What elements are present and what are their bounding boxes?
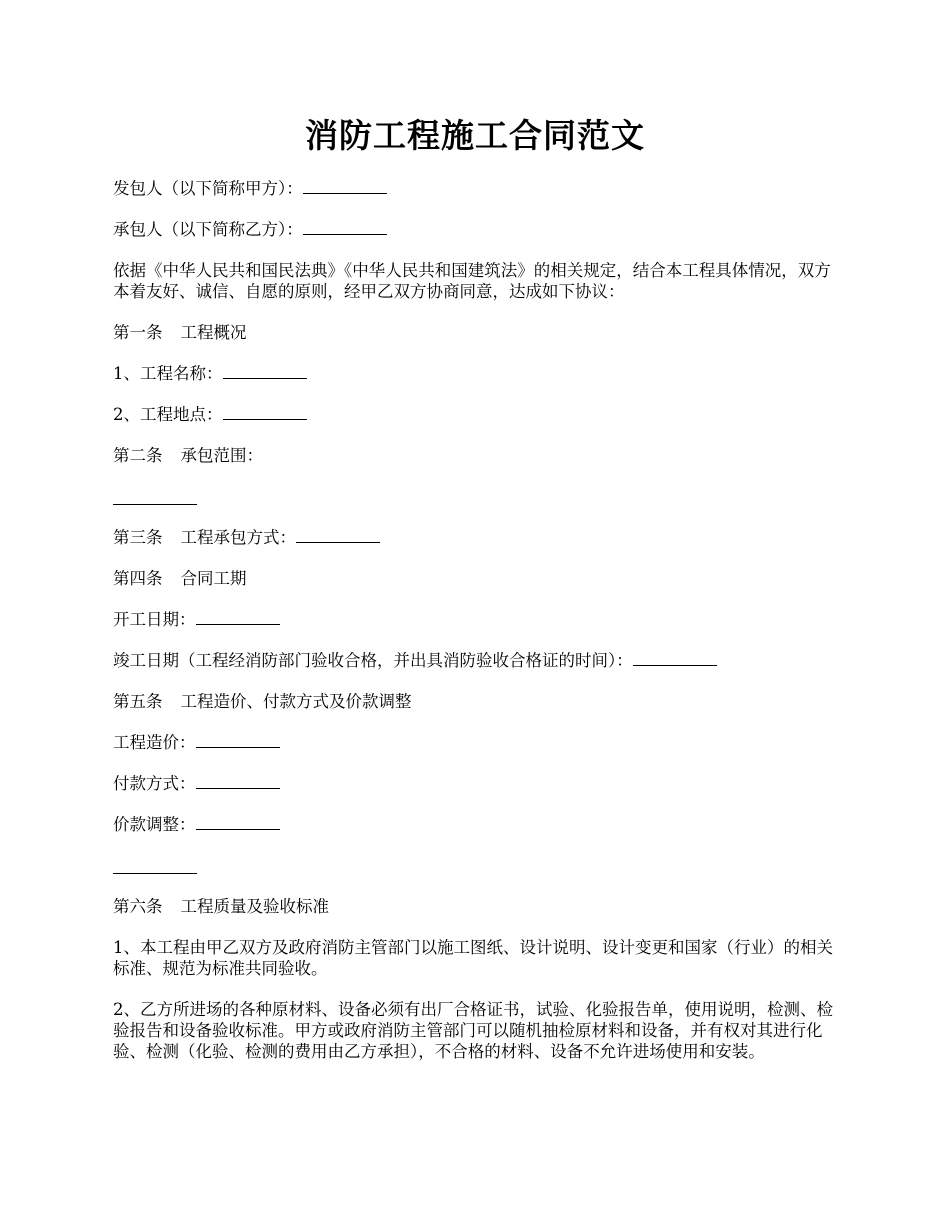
article-4-title: 合同工期 — [180, 569, 247, 588]
article-1-number: 第一条 — [113, 323, 163, 342]
project-cost-line — [113, 732, 843, 753]
clause-6-1: 1、本工程由甲乙双方及政府消防主管部门以施工图纸、设计说明、设计变更和国家（行业）的相关标准、规范为标准共同验收。 — [113, 938, 833, 978]
contract-method-blank — [296, 528, 380, 543]
article-6-heading — [113, 896, 843, 917]
price-adjustment-blank — [196, 815, 280, 830]
extra-blank — [113, 859, 197, 874]
completion-date-label: 竣工日期（工程经消防部门验收合格，并出具消防验收合格证的时间）： — [113, 651, 633, 670]
party-b-blank — [303, 220, 387, 235]
article-3-heading — [113, 527, 843, 548]
article-5-heading — [113, 691, 843, 712]
article-2-heading — [113, 445, 843, 466]
payment-method-blank — [196, 774, 280, 789]
article-4-number: 第四条 — [113, 569, 163, 588]
article-4-heading — [113, 568, 843, 589]
completion-date-line — [113, 650, 843, 671]
party-a-blank — [303, 179, 387, 194]
article-5-title: 工程造价、付款方式及价款调整 — [180, 692, 412, 711]
extra-blank-line — [113, 855, 843, 876]
start-date-blank — [196, 610, 280, 625]
party-b-label: 承包人（以下简称乙方）： — [113, 220, 303, 239]
scope-blank — [113, 490, 197, 505]
payment-method-line — [113, 773, 843, 794]
article-3-number: 第三条 — [113, 528, 163, 547]
price-adjustment-line — [113, 814, 843, 835]
party-b-line — [113, 219, 843, 240]
article-2-title: 承包范围： — [180, 446, 263, 465]
article-2-number: 第二条 — [113, 446, 163, 465]
party-a-label: 发包人（以下简称甲方）： — [113, 179, 303, 198]
project-location-label: 2、工程地点： — [113, 405, 223, 424]
document-body — [113, 178, 843, 1082]
article-1-heading — [113, 322, 843, 343]
project-cost-label: 工程造价： — [113, 733, 196, 752]
price-adjustment-label: 价款调整： — [113, 815, 196, 834]
project-name-line — [113, 363, 843, 384]
document-title: 消防工程施工合同范文 — [305, 116, 645, 155]
article-6-title: 工程质量及验收标准 — [180, 897, 329, 916]
scope-blank-line — [113, 486, 843, 507]
article-5-number: 第五条 — [113, 692, 163, 711]
article-6-number: 第六条 — [113, 897, 163, 916]
project-cost-blank — [196, 733, 280, 748]
project-name-label: 1、工程名称： — [113, 364, 223, 383]
start-date-line — [113, 609, 843, 630]
start-date-label: 开工日期： — [113, 610, 196, 629]
project-name-blank — [223, 364, 307, 379]
project-location-line — [113, 404, 843, 425]
payment-method-label: 付款方式： — [113, 774, 196, 793]
project-location-blank — [223, 405, 307, 420]
completion-date-blank — [633, 651, 717, 666]
article-1-title: 工程概况 — [180, 323, 247, 342]
clause-6-2: 2、乙方所进场的各种原材料、设备必须有出厂合格证书，试验、化验报告单，使用说明，检测、检验报告和设备验收标准。甲方或政府消防主管部门可以随机抽检原材料和设备，并有权对其进行化验、检测（化验、检测的费用由乙方承担），不合格的材料、设备不允许进场使用和安装。 — [113, 1000, 833, 1061]
intro-paragraph: 依据《中华人民共和国民法典》《中华人民共和国建筑法》的相关规定，结合本工程具体情况，双方本着友好、诚信、自愿的原则，经甲乙双方协商同意，达成如下协议： — [113, 261, 831, 301]
article-3-title: 工程承包方式： — [180, 528, 296, 547]
party-a-line — [113, 178, 843, 199]
